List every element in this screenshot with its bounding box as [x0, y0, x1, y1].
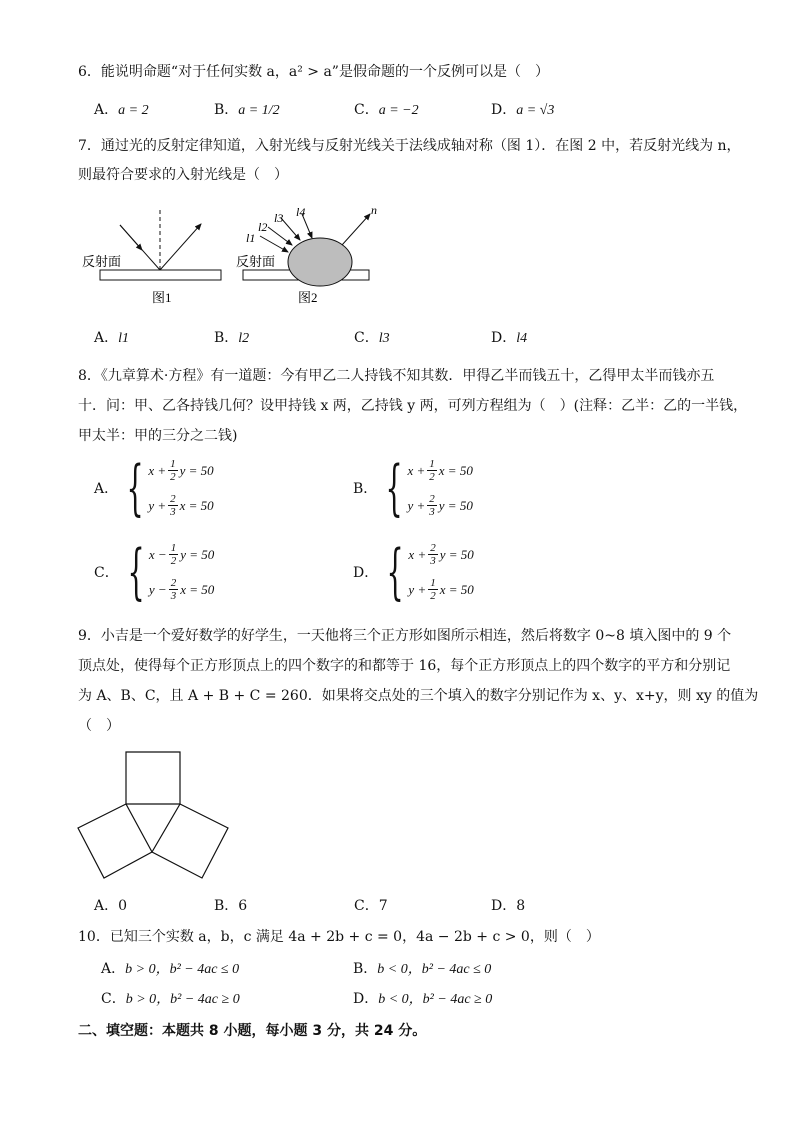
q8-stem-line1: 8．《九章算术·方程》有一道题：今有甲乙二人持钱不知其数．甲得乙半而钱五十，乙得甲太半而钱亦五 [78, 368, 715, 384]
q9-stem-line1: 9．小吉是一个爱好数学的好学生，一天他将三个正方形如图所示相连，然后将数字 0~8 填入图中的 9 个 [78, 628, 732, 644]
q6-stem: 6．能说明命题“对于任何实数 a，a² > a”是假命题的一个反例可以是（ ） [78, 64, 549, 80]
equation-system: x + $\frac{1}{2}$ x = 50 y + $\frac{2}{3}$ y = 50 [407, 458, 473, 518]
option-label: C． [94, 565, 119, 581]
q7-stem-line2: 则最符合要求的入射光线是（ ） [78, 167, 288, 183]
brace: { [126, 453, 144, 523]
option-value: 6 [238, 898, 248, 914]
option-label: B． [353, 961, 378, 977]
q7-option-c[interactable] [354, 328, 390, 349]
option-value: a = −2 [378, 103, 419, 118]
left-square [78, 804, 152, 878]
q9-stem-line3: 为 A、B、C，且 A + B + C = 260．如果将交点处的三个填入的数字分别记作为 x、y、x+y，则 xy 的值为 [78, 688, 759, 704]
q6-option-b[interactable] [214, 100, 280, 121]
brace: { [385, 453, 403, 523]
q7-option-d[interactable] [491, 328, 527, 349]
q8-option-d[interactable] [353, 537, 474, 607]
q6-option-d[interactable] [491, 100, 554, 121]
q6-option-a[interactable] [94, 100, 149, 121]
option-label: D． [491, 102, 517, 118]
q10-option-d[interactable] [353, 989, 492, 1010]
q7-figures [80, 200, 380, 310]
option-label: C． [354, 330, 379, 346]
option-label: A． [94, 898, 119, 914]
q8-option-b[interactable] [353, 453, 473, 523]
option-value: a = 2 [118, 103, 149, 118]
q9-option-d[interactable] [491, 896, 525, 916]
option-label: B． [353, 481, 378, 497]
option-value: l2 [238, 331, 250, 346]
option-label: D． [491, 898, 517, 914]
option-label: D． [353, 565, 379, 581]
q10-option-b[interactable] [353, 959, 491, 980]
option-value: l4 [516, 331, 528, 346]
q8-stem-line3: 甲太半：甲的三分之二钱) [78, 428, 238, 444]
fig2-caption: 图2 [298, 290, 318, 305]
brace: { [386, 537, 404, 607]
option-label: C． [354, 102, 379, 118]
q9-stem-line4: （ ） [78, 718, 120, 734]
q6-option-c[interactable] [354, 100, 419, 121]
q8-option-c[interactable] [94, 537, 215, 607]
three-squares-figure [74, 748, 234, 888]
option-value: b > 0，b² − 4ac ≤ 0 [125, 962, 240, 977]
q9-stem-line2: 顶点处，使得每个正方形顶点上的四个数字的和都等于 16，每个正方形顶点上的四个数字的平方和分别记 [78, 658, 731, 674]
figure-2 [236, 203, 377, 305]
q10-option-a[interactable] [101, 959, 239, 980]
top-square [126, 752, 180, 804]
q9-option-c[interactable] [354, 896, 388, 916]
ray-l3-label: l3 [274, 211, 284, 225]
option-value: l1 [118, 331, 130, 346]
option-label: D． [353, 991, 379, 1007]
option-label: A． [101, 961, 126, 977]
q10-option-c[interactable] [101, 989, 240, 1010]
section-2-title: 二、填空题：本题共 8 小题，每小题 3 分，共 24 分。 [78, 1023, 427, 1039]
option-label: B． [214, 102, 239, 118]
q10-stem: 10．已知三个实数 a，b，c 满足 4a + 2b + c = 0，4a − 2b + c > 0，则（ ） [78, 929, 600, 945]
ray-l4-label: l4 [296, 205, 306, 219]
ray-l2-label: l2 [258, 220, 268, 234]
option-value: 8 [516, 898, 526, 914]
right-square [152, 804, 228, 878]
q8-option-a[interactable] [94, 453, 214, 523]
fig1-surface-label: 反射面 [82, 254, 122, 269]
option-label: B． [214, 330, 239, 346]
ray-l1-label: l1 [246, 231, 256, 245]
equation-system: x + $\frac{2}{3}$ y = 50 y + $\frac{1}{2}$ x = 50 [408, 542, 474, 602]
q9-option-a[interactable] [94, 896, 127, 916]
option-label: C． [101, 991, 126, 1007]
q8-stem-line2: 十．问：甲、乙各持钱几何？设甲持钱 x 两，乙持钱 y 两，可列方程组为（ ）(注释：乙半：乙的一半钱， [78, 398, 748, 414]
brace: { [127, 537, 145, 607]
option-label: C． [354, 898, 379, 914]
option-label: A． [94, 102, 119, 118]
q7-option-b[interactable] [214, 328, 249, 349]
option-label: A． [94, 481, 119, 497]
option-label: A． [94, 330, 119, 346]
option-value: 7 [378, 898, 388, 914]
q7-option-a[interactable] [94, 328, 129, 349]
option-value: b < 0，b² − 4ac ≥ 0 [378, 992, 493, 1007]
fig1-caption: 图1 [152, 290, 172, 305]
figure-1 [82, 208, 221, 305]
option-value: a = √3 [516, 103, 555, 118]
equation-system: x + $\frac{1}{2}$ y = 50 y + $\frac{2}{3}$ x = 50 [148, 458, 214, 518]
option-value: l3 [378, 331, 390, 346]
ray-n-label: n [371, 203, 377, 217]
option-label: D． [491, 330, 517, 346]
equation-system: x − $\frac{1}{2}$ y = 50 y − $\frac{2}{3}$ x = 50 [148, 542, 215, 602]
option-value: 0 [118, 898, 128, 914]
fig2-surface-label: 反射面 [236, 254, 276, 269]
q7-stem-line1: 7．通过光的反射定律知道，入射光线与反射光线关于法线成轴对称（图 1）．在图 2 中，若反射光线为 n， [78, 138, 741, 154]
q9-option-b[interactable] [214, 896, 247, 916]
option-value: b > 0，b² − 4ac ≥ 0 [125, 992, 240, 1007]
option-value: a = 1/2 [238, 103, 280, 118]
option-value: b < 0，b² − 4ac ≤ 0 [377, 962, 492, 977]
option-label: B． [214, 898, 239, 914]
